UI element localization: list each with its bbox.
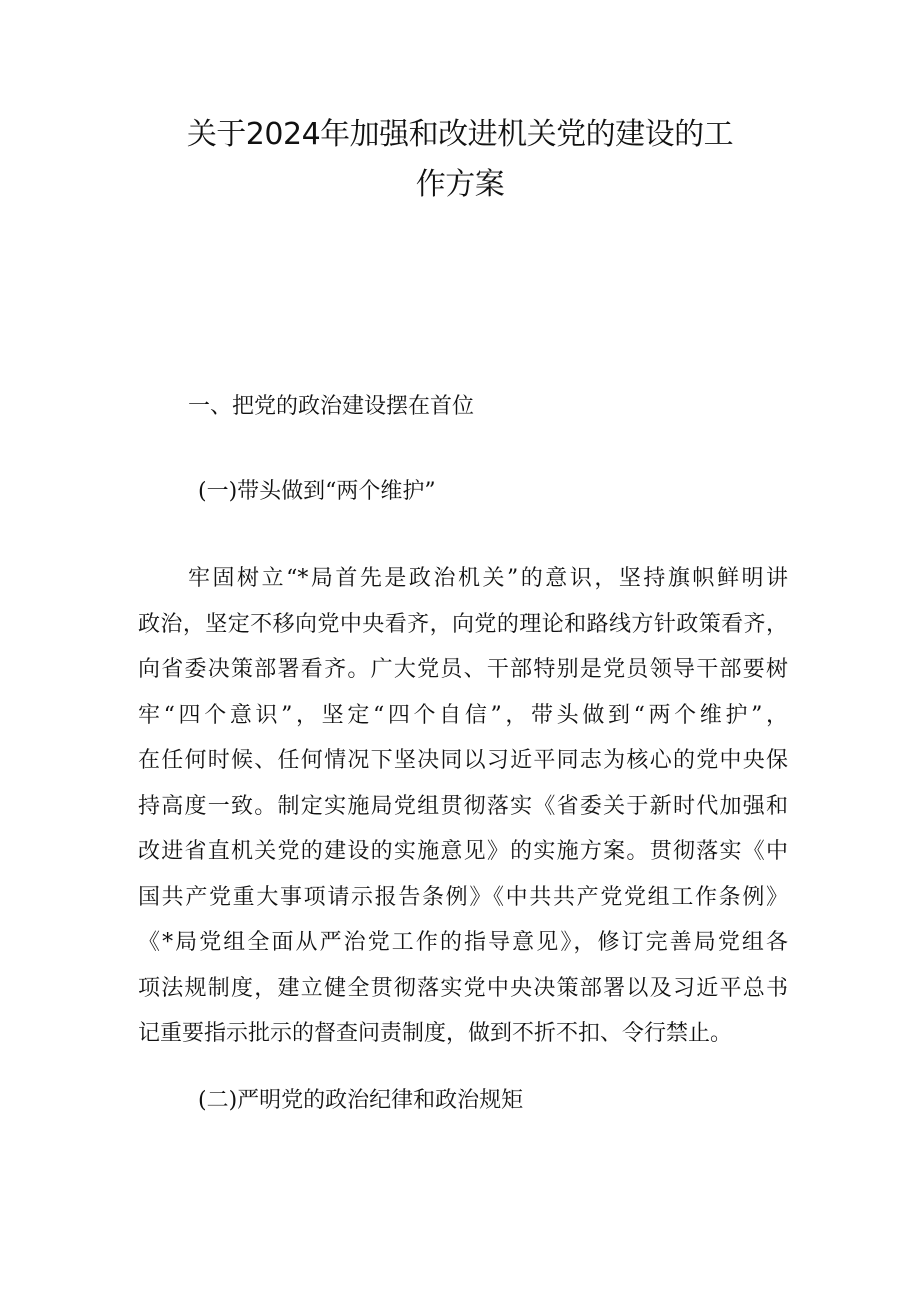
paragraph-line: 牢“四个意识”，坚定“四个自信”，带头做到“两个维护”， [138, 702, 788, 728]
paragraph-line: 政治，坚定不移向党中央看齐，向党的理论和路线方针政策看齐， [138, 611, 788, 637]
paragraph-line: 改进省直机关党的建设的实施意见》的实施方案。贯彻落实《中 [138, 839, 788, 864]
section-heading-1: 一、把党的政治建设摆在首位 [188, 394, 475, 419]
title-line-1: 关于2024年加强和改进机关党的建设的工 [186, 117, 734, 152]
paragraph-line: 牢固树立“*局首先是政治机关”的意识，坚持旗帜鲜明讲 [188, 566, 788, 591]
body-paragraph [138, 556, 788, 1057]
paragraph-line: 向省委决策部署看齐。广大党员、干部特别是党员领导干部要树 [138, 657, 788, 682]
subsection-heading-1: (一)带头做到“两个维护” [198, 479, 436, 504]
paragraph-line: 在任何时候、任何情况下坚决同以习近平同志为核心的党中央保 [138, 748, 788, 773]
paragraph-line: 国共产党重大事项请示报告条例》《中共共产党党组工作条例》 [138, 884, 788, 910]
document-title [130, 110, 790, 210]
paragraph-line: 记重要指示批示的督查问责制度，做到不折不扣、令行禁止。 [138, 1021, 733, 1046]
title-line-2: 作方案 [415, 167, 505, 202]
subsection-heading-2: (二)严明党的政治纪律和政治规矩 [198, 1088, 524, 1113]
paragraph-line: 《*局党组全面从严治党工作的指导意见》，修订完善局党组各 [138, 930, 788, 955]
paragraph-line: 持高度一致。制定实施局党组贯彻落实《省委关于新时代加强和 [138, 793, 788, 819]
paragraph-line: 项法规制度，建立健全贯彻落实党中央决策部署以及习近平总书 [138, 975, 788, 1001]
